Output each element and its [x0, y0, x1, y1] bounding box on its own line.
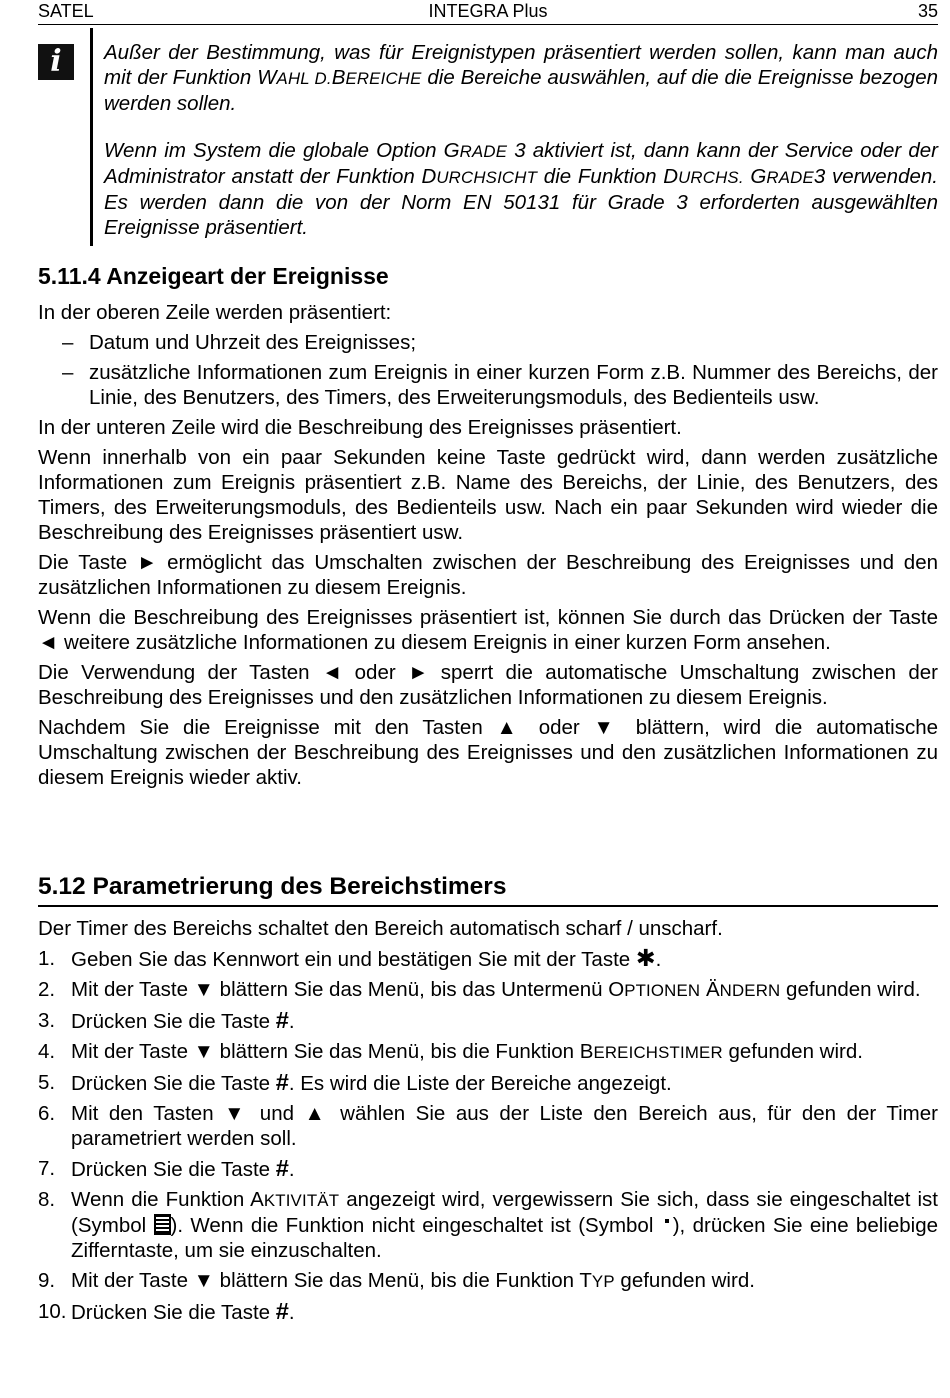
page-number: 35	[917, 1, 938, 21]
paragraph-left-key: Wenn die Beschreibung des Ereignisses präsentiert ist, können Sie durch das Drücken der Taste ◄ weitere zusätzliche Informationen zu diesem Ereignis in einer kurzen Form ansehen.	[38, 606, 938, 654]
paragraph-timer-intro: Der Timer des Bereichs schaltet den Bereich automatisch scharf / unscharf.	[38, 917, 723, 940]
section-heading-5-12: 5.12 Parametrierung des Bereichstimers	[38, 872, 938, 907]
right-arrow-icon: ►	[408, 661, 429, 684]
paragraph-scroll: Nachdem Sie die Ereignisse mit den Tasten ▲ oder ▼ blättern, wird die automatische Umschaltung zwischen der Beschreibung des Ereignisses und den zusätzlichen Informationen zu diesem Ereignis wieder aktiv.	[38, 716, 938, 789]
paragraph-auto-info: Wenn innerhalb von ein paar Sekunden keine Taste gedrückt wird, dann werden zusätzliche Informationen zum Ereignis präsentiert z.B. Name des Bereichs, der Linie, des Benutzers, des Timers, des Erweiterungsmoduls, des Bedienteils usw. Nach ein paar Sekunden wird wieder die Beschreibung des Ereignisses präsentiert usw.	[38, 446, 938, 544]
steps-list	[38, 946, 938, 1325]
header-brand: SATEL	[38, 1, 94, 21]
step-item: 9. Mit der Taste ▼ blättern Sie das Menü, bis die Funktion TYP gefunden wird.	[38, 1269, 755, 1292]
note-paragraph-1: Außer der Bestimmung, was für Ereignistypen präsentiert werden sollen, kann man auch mit der Funktion WAHL D.BEREICHE die Bereiche auswählen, auf die die Ereignisse bezogen werden sollen.	[104, 41, 939, 115]
hash-key-icon: #	[275, 1069, 289, 1095]
note-bar	[90, 28, 93, 246]
step-item: 3. Drücken Sie die Taste #.	[38, 1007, 295, 1033]
section-5-11-4-body	[38, 300, 938, 795]
hash-key-icon: #	[275, 1298, 289, 1324]
left-arrow-icon: ◄	[38, 631, 59, 654]
list-item: – Datum und Uhrzeit des Ereignisses;	[62, 331, 417, 354]
up-arrow-icon: ▲	[304, 1102, 330, 1125]
note-paragraph-2: Wenn im System die globale Option GRADE 3 aktiviert ist, dann kann der Service oder der Administrator anstatt der Funktion DURCHSICHT die Funktion DURCHS. GRADE3 verwenden. Es werden dann die von der Norm EN 50131 für Grade 3 erforderten ausgewählten Ereignisse präsentiert.	[104, 139, 938, 239]
down-arrow-icon: ▼	[193, 978, 214, 1001]
header-product: INTEGRA Plus	[428, 1, 548, 21]
step-item: 10. Drücken Sie die Taste #.	[38, 1298, 295, 1324]
upper-line-list	[38, 330, 938, 410]
step-item: 2. Mit der Taste ▼ blättern Sie das Menü, bis das Untermenü OPTIONEN ÄNDERN gefunden wird.	[38, 978, 921, 1001]
info-note	[38, 28, 938, 246]
down-arrow-icon: ▼	[193, 1269, 214, 1292]
down-arrow-icon: ▼	[193, 1040, 214, 1063]
section-heading-5-11-4: 5.11.4 Anzeigeart der Ereignisse	[38, 263, 389, 289]
info-icon: i	[38, 44, 74, 80]
left-arrow-icon: ◄	[321, 661, 343, 684]
disabled-symbol-icon	[665, 1219, 669, 1223]
step-item: 1. Geben Sie das Kennwort ein und bestätigen Sie mit der Taste ✱.	[38, 945, 662, 971]
section-5-12-body	[38, 916, 938, 1330]
step-item: 8. Wenn die Funktion AKTIVITÄT angezeigt wird, vergewissern Sie sich, dass sie eingeschaltet ist (Symbol ). Wenn die Funktion nicht eingeschaltet ist (Symbol ), drücken Sie eine beliebige Zifferntaste, um sie einzuschalten.	[38, 1188, 939, 1262]
list-item: – zusätzliche Informationen zum Ereignis in einer kurzen Form z.B. Nummer des Bereichs, der Linie, des Benutzers, des Timers, des Erweiterungsmoduls, des Bedienteils usw.	[62, 361, 938, 409]
page-header	[38, 0, 938, 25]
note-text	[104, 40, 938, 240]
step-item: 7. Drücken Sie die Taste #.	[38, 1155, 295, 1181]
step-item: 4. Mit der Taste ▼ blättern Sie das Menü, bis die Funktion BEREICHSTIMER gefunden wird.	[38, 1040, 863, 1063]
paragraph-right-key: Die Taste ► ermöglicht das Umschalten zwischen der Beschreibung des Ereignisses und den zusätzlichen Informationen zu diesem Ereignis.	[38, 551, 938, 599]
step-item: 6. Mit den Tasten ▼ und ▲ wählen Sie aus der Liste den Bereich aus, für den der Timer parametriert werden soll.	[38, 1102, 938, 1150]
star-key-icon: ✱	[635, 945, 656, 971]
step-item: 5. Drücken Sie die Taste #. Es wird die Liste der Bereiche angezeigt.	[38, 1069, 672, 1095]
paragraph-lower-line: In der unteren Zeile wird die Beschreibung des Ereignisses präsentiert.	[38, 416, 682, 439]
paragraph-upper-line: In der oberen Zeile werden präsentiert:	[38, 301, 392, 324]
hash-key-icon: #	[275, 1007, 289, 1033]
right-arrow-icon: ►	[137, 551, 158, 574]
enabled-symbol-icon	[154, 1214, 171, 1235]
hash-key-icon: #	[275, 1155, 289, 1181]
paragraph-lock: Die Verwendung der Tasten ◄ oder ► sperrt die automatische Umschaltung zwischen der Beschreibung des Ereignisses und den zusätzlichen Informationen zu diesem Ereignis.	[38, 661, 938, 709]
down-arrow-icon: ▼	[593, 716, 622, 739]
down-arrow-icon: ▼	[224, 1102, 250, 1125]
up-arrow-icon: ▲	[496, 716, 525, 739]
